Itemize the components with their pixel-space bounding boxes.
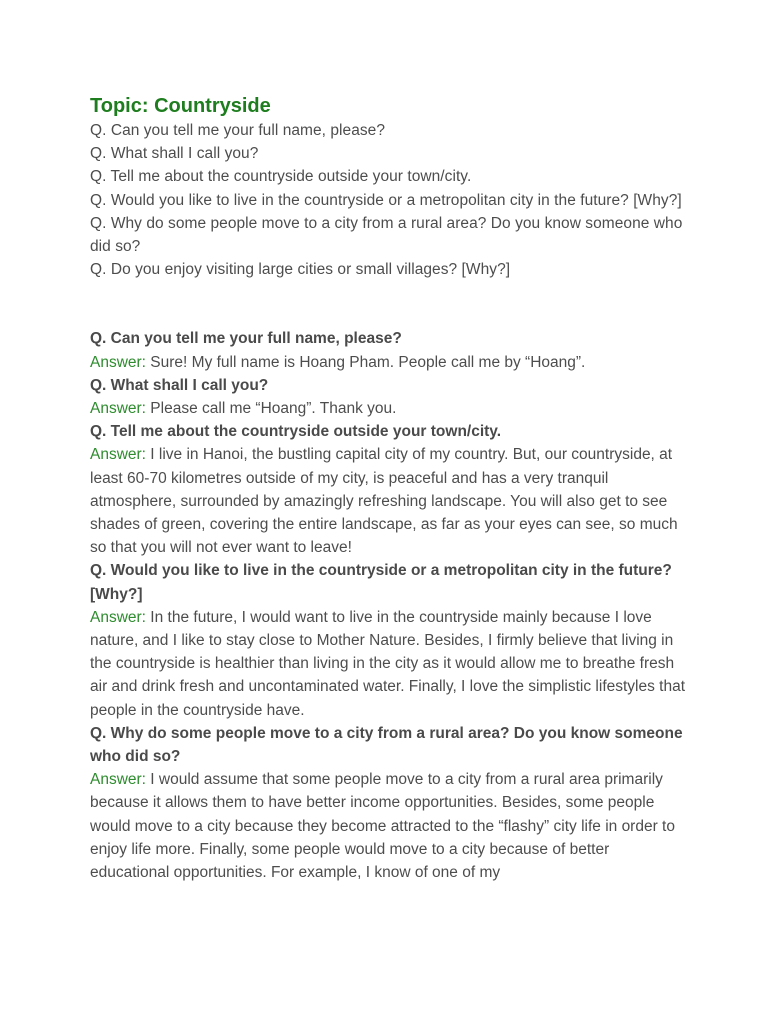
qa-section [90,327,690,884]
qa-block [90,559,690,721]
qa-answer [90,351,690,374]
topic-title: Topic: Countryside [90,95,271,117]
qa-answer [90,397,690,420]
question-item: Q. Tell me about the countryside outside your town/city. [90,168,472,186]
answer-label: Answer: [90,446,146,464]
qa-answer [90,768,690,884]
question-item: Q. Can you tell me your full name, please? [90,122,386,139]
question-item: Q. Why do some people move to a city from a rural area? Do you know someone who did so? [90,214,683,256]
section-gap [90,281,690,327]
question-item: Q. Do you enjoy visiting large cities or small villages? [Why?] [90,261,511,279]
qa-question: Q. Tell me about the countryside outside your town/city. [90,423,502,441]
question-item: Q. Would you like to live in the countryside or a metropolitan city in the future? [Why?] [90,191,682,209]
answer-label: Answer: [90,353,146,371]
answer-text: I would assume that some people move to a city from a rural area primarily because it allows them to have better income opportunities. Besides, some people would move to a city because they become attracted to the “flashy” city life in order to enjoy life more. Finally, some people would move to a city because of better educational opportunities. For example, I know of one of my [90,771,675,882]
question-list [90,119,690,281]
qa-answer [90,606,690,722]
qa-question: Q. Why do some people move to a city from a rural area? Do you know someone who did so? [90,724,683,766]
qa-question: Q. Would you like to live in the countryside or a metropolitan city in the future? [Why?] [90,562,672,603]
answer-text: I live in Hanoi, the bustling capital city of my country. But, our countryside, at least 60-70 kilometres outside of my city, is peaceful and has a very tranquil atmosphere, surrounded by amazingly refreshing landscape. You will also get to see shades of green, covering the entire landscape, as far as your eyes can see, so much so that you will not ever want to leave! [90,446,678,557]
qa-block [90,420,690,559]
answer-text: In the future, I would want to live in the countryside mainly because I love nature, and I like to stay close to Mother Nature. Besides, I firmly believe that living in the countryside is healthier than living in the city as it would allow me to breathe fresh air and drink fresh and uncontaminated water. Finally, I love the simplistic lifestyles that people in the countryside have. [90,608,686,719]
qa-question: Q. What shall I call you? [90,376,269,394]
qa-block [90,722,690,884]
document-page [90,93,690,884]
qa-block [90,374,690,420]
qa-block [90,327,690,373]
answer-label: Answer: [90,400,146,418]
answer-text: Please call me “Hoang”. Thank you. [146,400,397,418]
qa-question: Q. Can you tell me your full name, please? [90,330,402,348]
qa-answer [90,443,690,559]
answer-label: Answer: [90,608,146,626]
question-item: Q. What shall I call you? [90,145,259,163]
answer-text: Sure! My full name is Hoang Pham. People call me by “Hoang”. [146,353,586,371]
answer-label: Answer: [90,771,146,789]
